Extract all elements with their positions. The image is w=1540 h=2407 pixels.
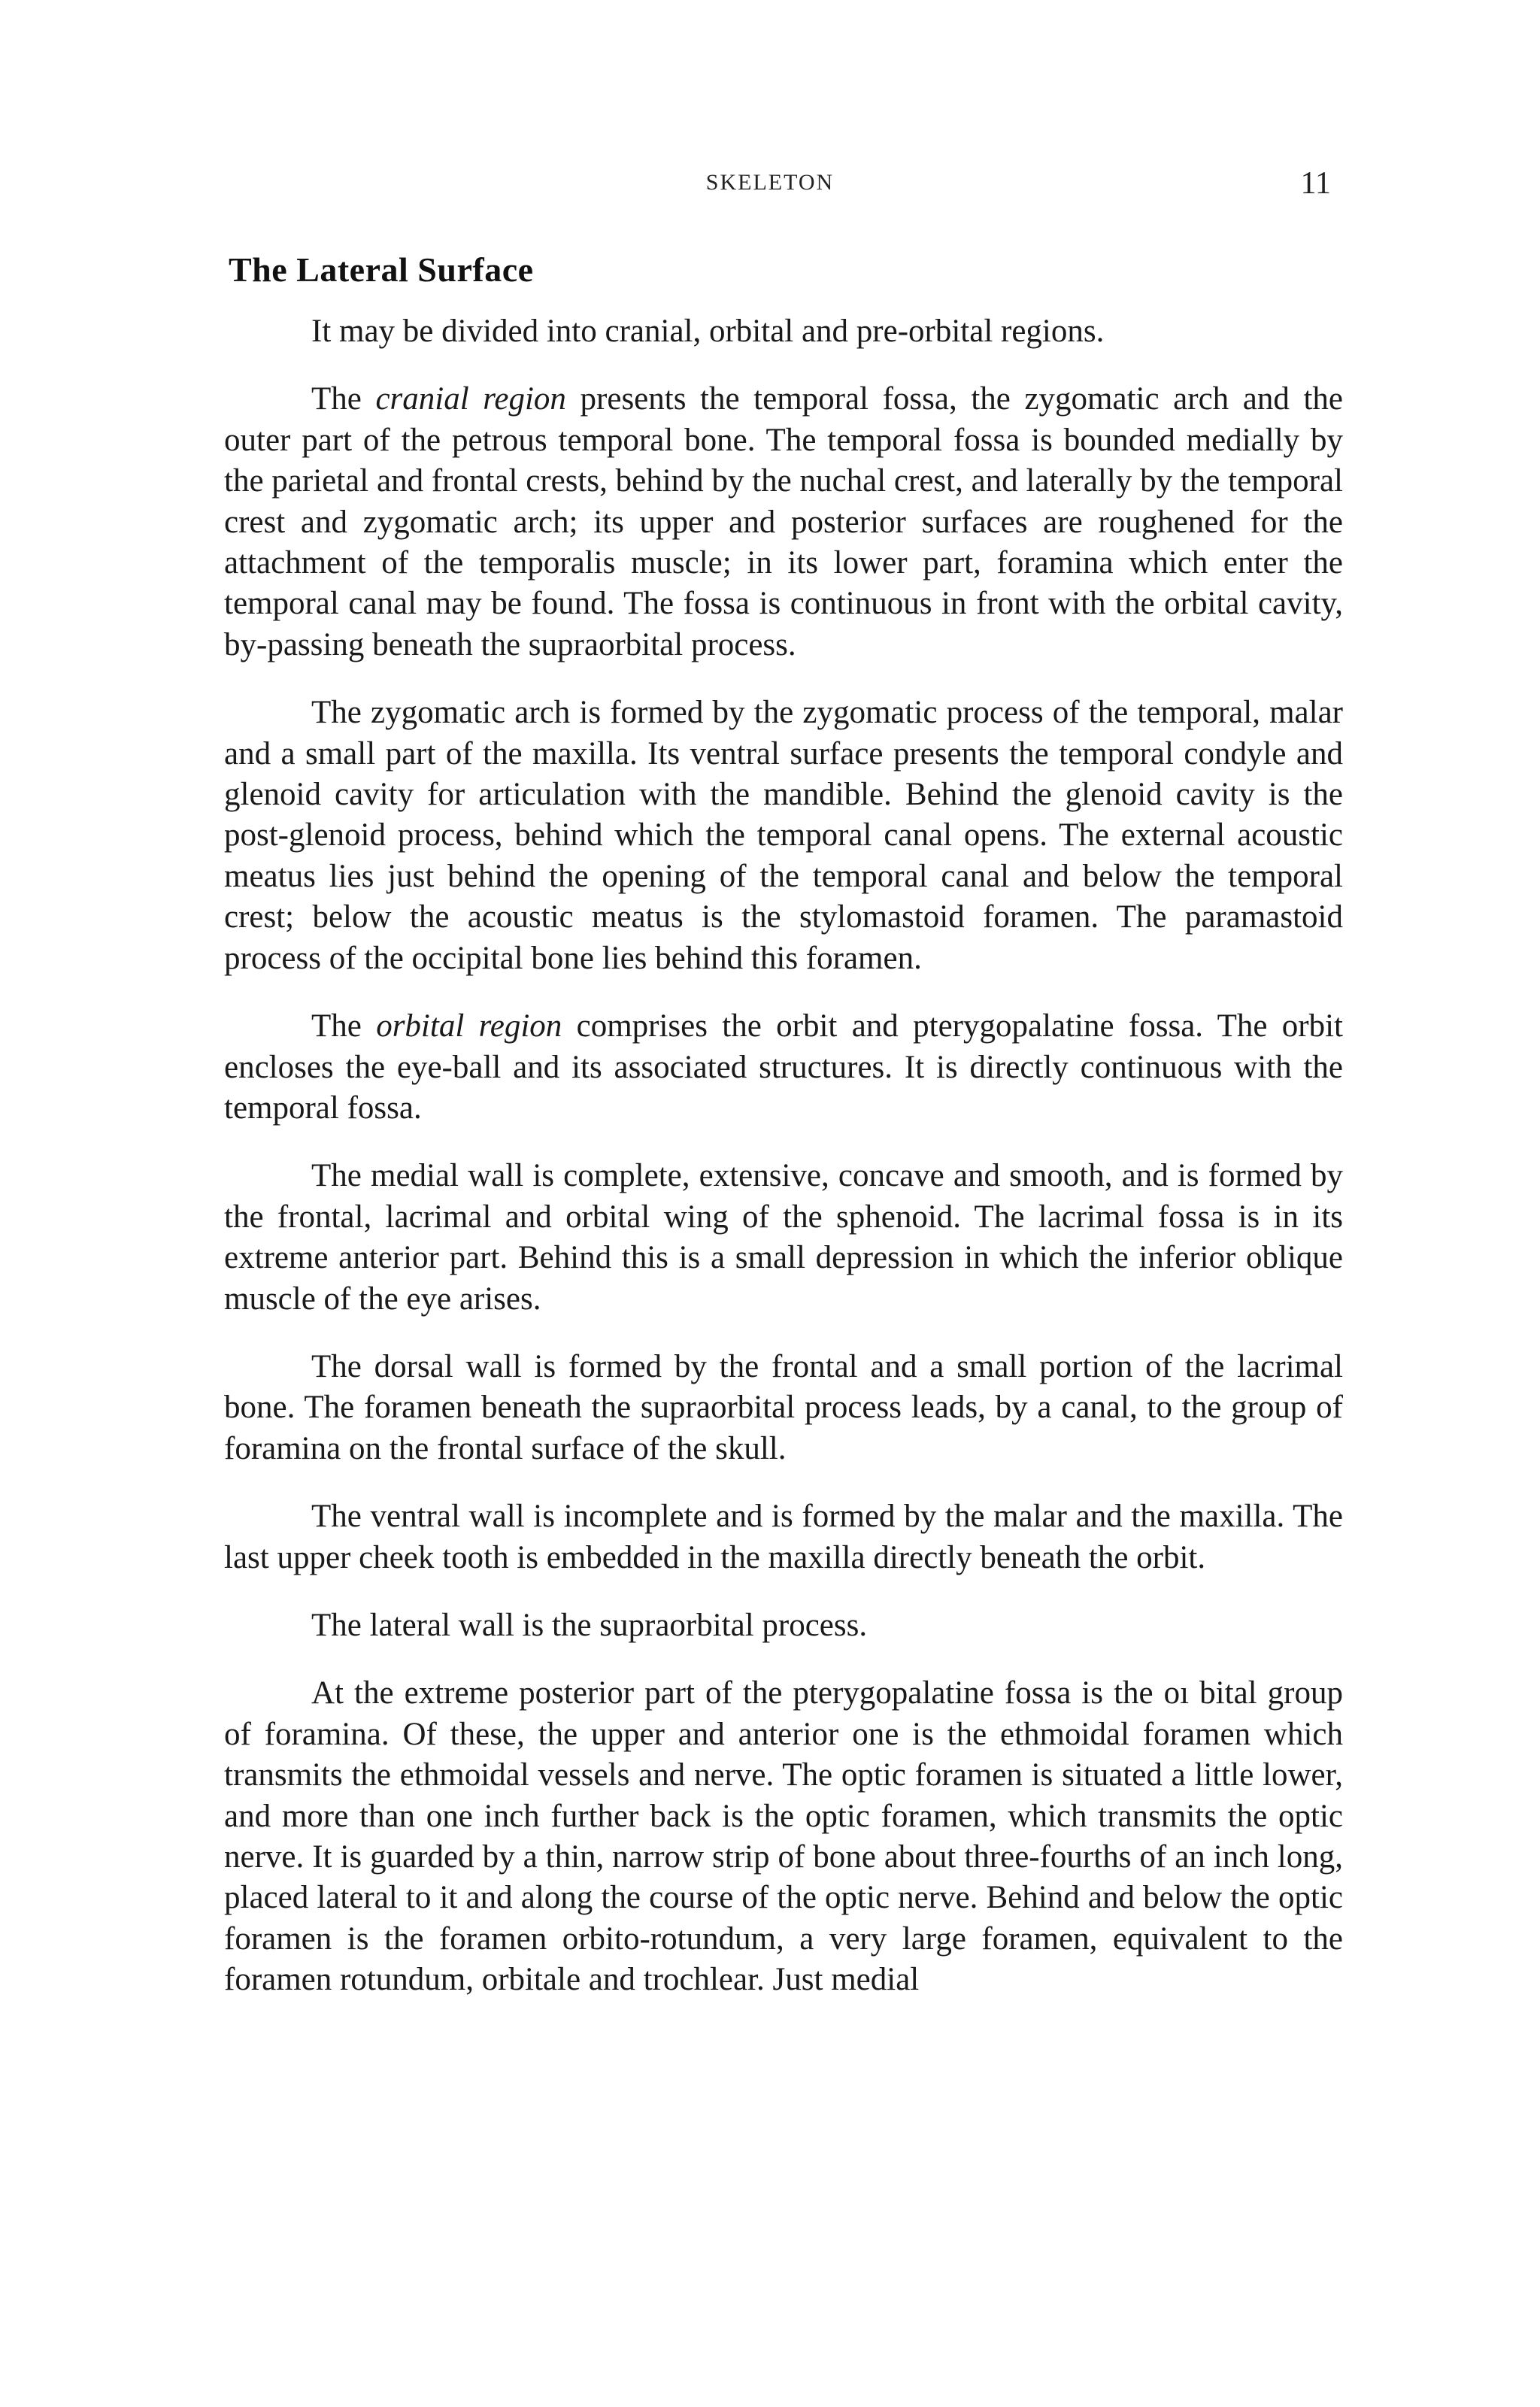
paragraph-5 (224, 1156, 1343, 1320)
paragraph-8 (224, 1605, 1343, 1646)
running-head: SKELETON (705, 170, 835, 195)
paragraph-2 (224, 379, 1343, 665)
paragraph-text: The ventral wall is incomplete and is formed by the malar and the maxilla. The last upper cheek tooth is embedded in the maxilla directly beneath the orbit. (224, 1499, 1343, 1575)
section-heading: The Lateral Surface (229, 250, 534, 289)
paragraph-text: comprises the orbit and pterygopalatine fossa. The orbit encloses the eye-ball and its associated structures. It is directly continuous with the temporal fossa. (224, 1008, 1343, 1126)
paragraph-3 (224, 693, 1343, 979)
paragraph-text: The medial wall is complete, extensive, concave and smooth, and is formed by the frontal, lacrimal and orbital wing of the sphenoid. The lacrimal fossa is in its extreme anterior part. Behind this is a small depression in which the inferior oblique muscle of the eye arises. (224, 1158, 1343, 1317)
page-number: 11 (1300, 166, 1331, 201)
italic-term: cranial region (375, 381, 566, 417)
paragraph-6 (224, 1347, 1343, 1469)
paragraph-text: The (311, 381, 376, 417)
paragraph-text: The dorsal wall is formed by the frontal and a small portion of the lacrimal bone. The foramen beneath the supraorbital process leads, by a canal, to the group of foramina on the frontal surface of the skull. (224, 1348, 1343, 1466)
paragraph-text: It may be divided into cranial, orbital and pre-orbital regions. (311, 314, 1105, 349)
body-text (224, 311, 1343, 2028)
paragraph-7 (224, 1496, 1343, 1578)
paragraph-text: The zygomatic arch is formed by the zygomatic process of the temporal, malar and a small part of the maxilla. Its ventral surface presents the temporal condyle and glenoid cavity for articulation with the mandible. Behind the glenoid cavity is the post-glenoid process, behind which the temporal canal opens. The external acoustic meatus lies just behind the opening of the temporal canal and below the temporal crest; below the acoustic meatus is the stylomastoid foramen. The paramastoid process of the occipital bone lies behind this foramen. (224, 695, 1343, 976)
paragraph-text: The (311, 1008, 377, 1044)
paragraph-text: The lateral wall is the supraorbital process. (311, 1607, 868, 1643)
paragraph-1 (224, 311, 1343, 352)
paragraph-9 (224, 1673, 1343, 2000)
paragraph-text: At the extreme posterior part of the pterygopalatine fossa is the oı bital group of foramina. Of these, the upper and anterior one is the ethmoidal foramen which transmits the ethmoidal vessels and nerve. The optic foramen is situated a little lower, and more than one inch further back is the optic foramen, which transmits the optic nerve. It is guarded by a thin, narrow strip of bone about three-fourths of an inch long, placed lateral to it and along the course of the optic nerve. Behind and below the optic foramen is the foramen orbito-rotundum, a very large foramen, equivalent to the foramen rotundum, orbitale and trochlear. Just medial (224, 1675, 1343, 1998)
italic-term: orbital region (376, 1008, 562, 1044)
paragraph-text: presents the temporal fossa, the zygomatic arch and the outer part of the petrous temporal bone. The temporal fossa is bounded medially by the parietal and frontal crests, behind by the nuchal crest, and laterally by the temporal crest and zygomatic arch; its upper and posterior surfaces are roughened for the attachment of the temporalis muscle; in its lower part, foramina which enter the temporal canal may be found. The fossa is continuous in front with the orbital cavity, by-passing beneath the supraorbital process. (224, 381, 1343, 662)
paragraph-4 (224, 1006, 1343, 1129)
